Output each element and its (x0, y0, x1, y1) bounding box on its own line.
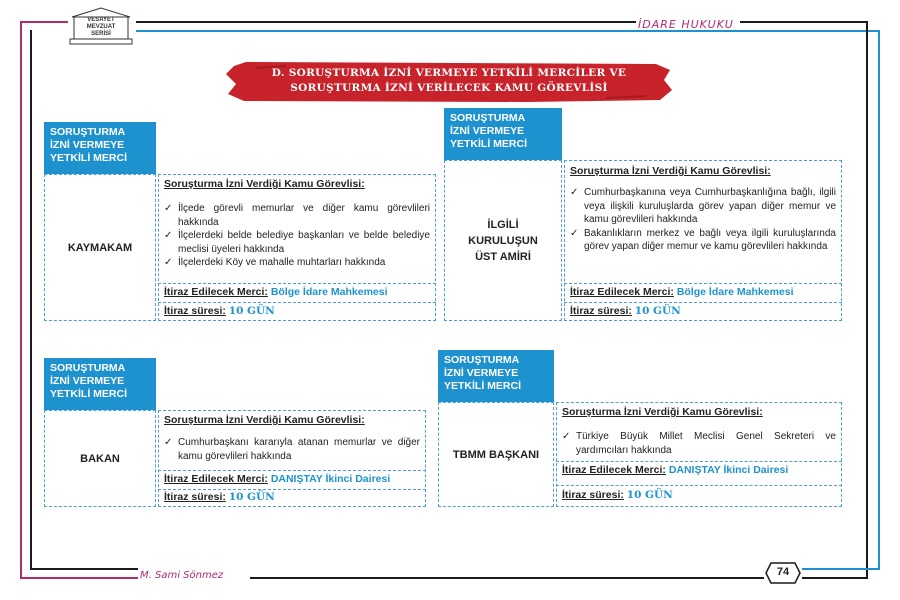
logo-line: VESAYET (87, 17, 115, 23)
item-list (570, 186, 836, 254)
objection-label: İtiraz Edilecek Merci: (570, 286, 674, 298)
section-tab (44, 122, 156, 174)
authority-label (44, 174, 156, 321)
authority-line: KAYMAKAM (67, 241, 133, 254)
period-value: 10 GÜN (228, 305, 275, 317)
tab-line: İZNİ VERMEYE (444, 367, 519, 379)
authority-label (438, 402, 554, 507)
logo-line: MEVZUAT (86, 24, 116, 30)
author-name: M. Sami Sönmez (140, 570, 224, 581)
section-tab (444, 108, 562, 160)
frame-top-magenta (20, 21, 68, 23)
frame-top-black (136, 21, 636, 23)
list-item: ✓ İlçelerdeki belde belediye başkanları ve belde belediye meclisi üyeleri hakkında (164, 229, 430, 256)
period-label: İtiraz süresi: (562, 489, 624, 501)
row-divider (556, 461, 842, 462)
tab-line: İZNİ VERMEYE (50, 375, 125, 387)
list-item: ✓ İlçede görevli memurlar ve diğer kamu görevlileri hakkında (164, 202, 430, 229)
period-row (562, 489, 673, 501)
frame-bottom-magenta (20, 577, 138, 579)
objection-label: İtiraz Edilecek Merci: (164, 473, 268, 485)
period-label: İtiraz süresi: (570, 305, 632, 317)
row-divider (158, 470, 426, 471)
list-item: ✓ İlçelerdeki Köy ve mahalle muhtarları hakkında (164, 256, 430, 270)
detail-heading: Soruşturma İzni Verdiği Kamu Görevlisi: (164, 414, 365, 426)
list-item: ✓ Türkiye Büyük Millet Meclisi Genel Sekreteri ve yardımcıları hakkında (562, 430, 836, 457)
frame-left-magenta (20, 21, 22, 579)
tab-line: YETKİLİ MERCİ (50, 152, 128, 164)
tab-line: YETKİLİ MERCİ (50, 388, 128, 400)
objection-value: DANIŞTAY İkinci Dairesi (270, 473, 391, 485)
detail-heading: Soruşturma İzni Verdiği Kamu Görevlisi: (164, 178, 365, 190)
frame-bottom-right-black (802, 577, 868, 579)
objection-row (562, 464, 788, 476)
frame-right-blue (878, 30, 880, 570)
frame-right-black (866, 21, 868, 578)
tab-line: YETKİLİ MERCİ (444, 380, 522, 392)
period-row (164, 491, 275, 503)
authority-line: BAKAN (80, 452, 120, 465)
authority-line: ÜST AMİRİ (475, 250, 531, 263)
list-item: ✓ Cumhurbaşkanına veya Cumhurbaşkanlığına bağlı, ilgili veya ilişkili kuruluşlarda görev yapan diğer memur ve kamu görevlileri hakkında (570, 186, 836, 227)
tab-line: İZNİ VERMEYE (450, 125, 525, 137)
frame-bottom-mid-black (250, 577, 764, 579)
period-label: İtiraz süresi: (164, 491, 226, 503)
objection-label: İtiraz Edilecek Merci: (164, 286, 268, 298)
logo-line: SERİSİ (91, 31, 111, 37)
authority-label (44, 410, 156, 507)
row-divider (158, 302, 436, 303)
objection-value: Bölge İdare Mahkemesi (270, 286, 388, 298)
detail-heading: Soruşturma İzni Verdiği Kamu Görevlisi: (562, 406, 763, 418)
banner-line-2: SORUŞTURMA İZNİ VERİLECEK KAMU GÖREVLİSİ (290, 82, 608, 94)
period-row (570, 305, 681, 317)
item-list (562, 430, 836, 457)
detail-heading: Soruşturma İzni Verdiği Kamu Görevlisi: (570, 165, 771, 177)
banner-title (226, 66, 672, 96)
frame-top-right-black (740, 21, 868, 23)
tab-line: SORUŞTURMA (50, 362, 126, 374)
logo-text (68, 17, 134, 38)
tab-line: SORUŞTURMA (450, 112, 526, 124)
row-divider (564, 283, 842, 284)
frame-bottom-blue (802, 568, 880, 570)
row-divider (158, 283, 436, 284)
banner-line-1: D. SORUŞTURMA İZNİ VERMEYE YETKİLİ MERCİLER VE (271, 67, 627, 79)
objection-label: İtiraz Edilecek Merci: (562, 464, 666, 476)
row-divider (556, 485, 842, 486)
objection-value: Bölge İdare Mahkemesi (676, 286, 794, 298)
section-tab (44, 358, 156, 410)
authority-label (444, 160, 562, 321)
frame-bottom-black (30, 568, 138, 570)
page-number: 74 (776, 566, 790, 578)
period-row (164, 305, 275, 317)
tab-line: YETKİLİ MERCİ (450, 138, 528, 150)
tab-line: İZNİ VERMEYE (50, 139, 125, 151)
objection-row (164, 286, 388, 298)
item-list (164, 202, 430, 270)
objection-row (570, 286, 794, 298)
authority-line: TBMM BAŞKANI (452, 448, 540, 461)
frame-left-black (30, 30, 32, 570)
tab-line: SORUŞTURMA (50, 126, 126, 138)
period-value: 10 GÜN (626, 489, 673, 501)
row-divider (158, 489, 426, 490)
list-item: ✓ Cumhurbaşkanı kararıyla atanan memurlar ve diğer kamu görevlileri hakkında (164, 436, 420, 463)
section-tab (438, 350, 554, 402)
period-value: 10 GÜN (228, 491, 275, 503)
authority-line: KURULUŞUN (468, 234, 538, 247)
objection-value: DANIŞTAY İkinci Dairesi (668, 464, 789, 476)
subject-title: İDARE HUKUKU (638, 18, 734, 31)
item-list (164, 436, 420, 463)
list-item: ✓ Bakanlıkların merkez ve bağlı veya ilgili kuruluşlarında görev yapan diğer memur ve kamu görevlileri hakkında (570, 227, 836, 254)
frame-top-right-blue (136, 30, 880, 32)
row-divider (564, 302, 842, 303)
tab-line: SORUŞTURMA (444, 354, 520, 366)
authority-line: İLGİLİ (487, 218, 519, 231)
period-label: İtiraz süresi: (164, 305, 226, 317)
objection-row (164, 473, 390, 485)
period-value: 10 GÜN (634, 305, 681, 317)
